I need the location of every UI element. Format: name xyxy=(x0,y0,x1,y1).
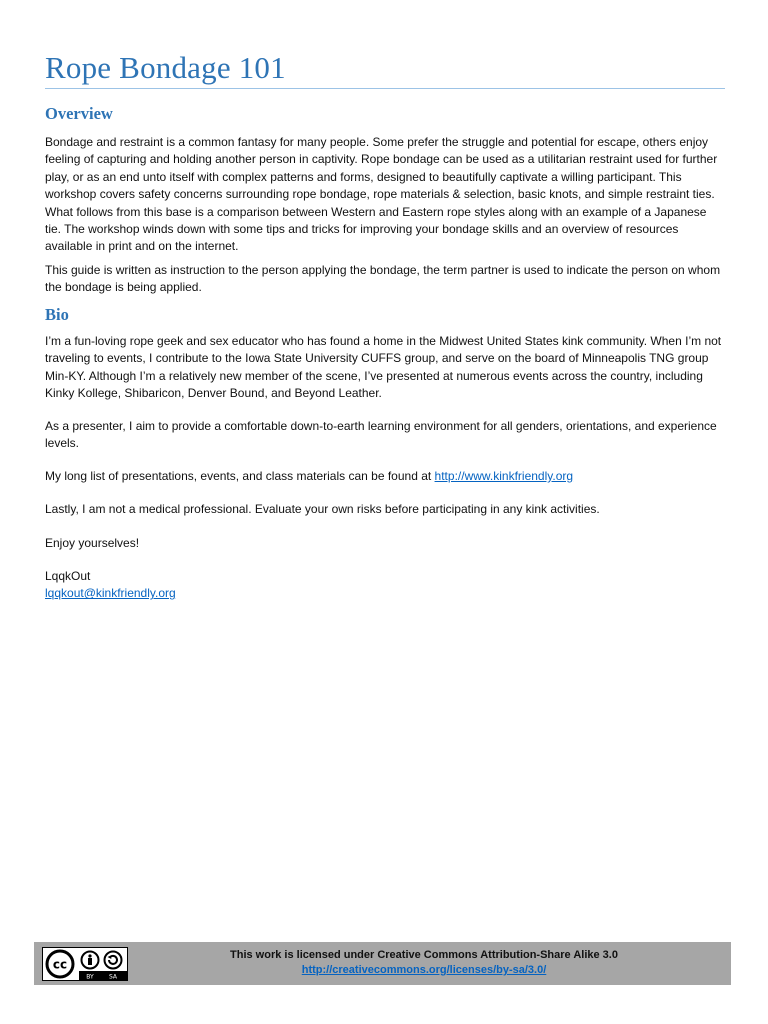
cc-text: cc xyxy=(52,957,68,972)
signature xyxy=(45,568,725,603)
overview-heading: Overview xyxy=(45,104,113,123)
bio-heading: Bio xyxy=(45,305,69,324)
license-text-block xyxy=(184,948,664,978)
page-title: Rope Bondage 101 xyxy=(45,50,725,89)
bio-paragraph-5: Enjoy yourselves! xyxy=(45,536,140,550)
kinkfriendly-link[interactable]: http://www.kinkfriendly.org xyxy=(434,469,574,483)
bio-paragraph-4: Lastly, I am not a medical professional. Evaluate your own risks before participating in any kink activities. xyxy=(45,502,600,516)
overview-paragraph-1: Bondage and restraint is a common fantasy for many people. Some prefer the struggle and potential for escape, others enjoy feeling of capturing and holding another person in captivity. Rope bondage can be used as a utilitarian restraint used for further play, or as an end unto itself with complex patterns and forms, designed to beautifully captivate a willing participant. This workshop covers safety concerns surrounding rope bondage, rope materials & selection, basic knots, and simple restraint ties. What follows from this base is a comparison between Western and Eastern rope styles along with an example of a Japanese tie. The workshop winds down with some tips and tricks for improving your bondage skills and an overview of resources available in print and on the internet. xyxy=(45,135,718,254)
bio-paragraph-3 xyxy=(45,468,725,485)
overview-paragraph-2: This guide is written as instruction to the person applying the bondage, the term partner is used to indicate the person on whom the bondage is being applied. xyxy=(45,263,721,295)
bio-paragraph-3-text: My long list of presentations, events, and class materials can be found at xyxy=(45,469,435,483)
signature-email-link[interactable]: lqqkout@kinkfriendly.org xyxy=(45,586,176,601)
license-statement: This work is licensed under Creative Commons Attribution-Share Alike 3.0 xyxy=(230,949,618,961)
license-link[interactable]: http://creativecommons.org/licenses/by-sa/3.0/ xyxy=(301,964,547,976)
bio-paragraph-2: As a presenter, I aim to provide a comfortable down-to-earth learning environment for all genders, orientations, and experience levels. xyxy=(45,419,717,451)
cc-badge-graphic xyxy=(43,948,127,980)
signature-name: LqqkOut xyxy=(45,569,91,583)
sa-text: SA xyxy=(108,973,118,980)
license-footer xyxy=(34,942,731,985)
cc-by-sa-icon[interactable] xyxy=(42,947,128,981)
by-text: BY xyxy=(86,973,94,980)
bio-paragraph-1: I’m a fun-loving rope geek and sex educator who has found a home in the Midwest United States kink community. When I’m not traveling to events, I contribute to the Iowa State University CUFFS group, and serve on the board of Minneapolis TNG group Min-KY. Although I’m a relatively new member of the scene, I’ve presented at numerous events across the country, including Kinky Kollege, Shibaricon, Denver Bound, and Beyond Leather. xyxy=(45,334,722,401)
